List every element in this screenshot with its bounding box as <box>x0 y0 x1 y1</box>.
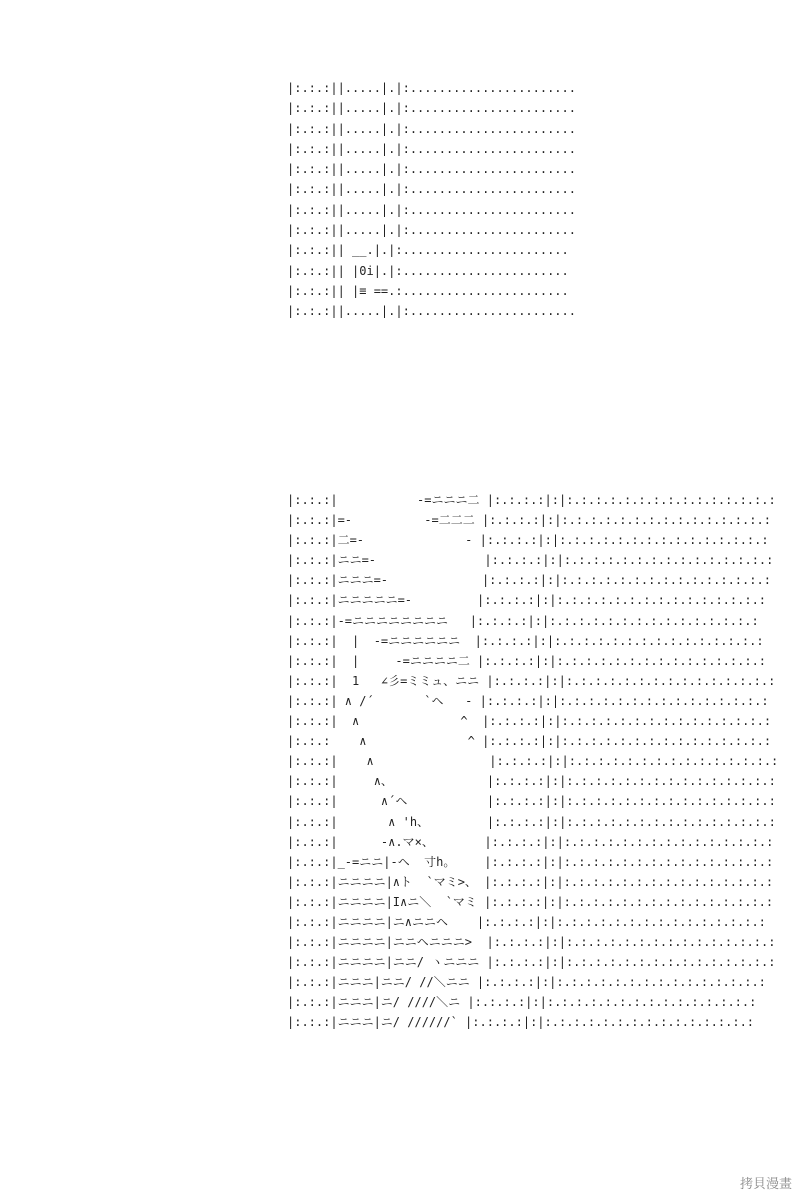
aa-bottom-line: |:.:.:|ニニニニ|ニ∧ニニヘ |:.:.:.:|:|:.:.:.:.:.:.:.:.:.:.:.:.:.:.: <box>287 914 766 929</box>
aa-bottom-line: |:.:.:|=- -=二二二 |:.:.:.:|:|:.:.:.:.:.:.:.:.:.:.:.:.:.:.: <box>287 513 771 528</box>
aa-bottom-line: |:.:.:|ニニニ|ニニ/ //＼ニニ |:.:.:.:|:|:.:.:.:.:.:.:.:.:.:.:.:.:.:.: <box>287 975 766 990</box>
aa-top-line: |:.:.:||.....|.|:....................... <box>287 141 576 156</box>
aa-top-line: |:.:.:|| |≡ ==.:....................... <box>287 283 569 298</box>
aa-top-line: |:.:.:|| |0i|.|:....................... <box>287 263 569 278</box>
aa-top-line: |:.:.:||.....|.|:....................... <box>287 81 576 95</box>
aa-top-line: |:.:.:||.....|.|:....................... <box>287 182 576 197</box>
aa-bottom-line: |:.:.:|ニニニニ|I∧ニ＼ `マミ |:.:.:.:|:|:.:.:.:.:.:.:.:.:.:.:.:.:.:.: <box>287 894 774 909</box>
watermark-text: 拷貝漫畫 <box>739 1177 792 1192</box>
aa-top-line: |:.:.:||.....|.|:....................... <box>287 162 576 177</box>
aa-bottom-line: |:.:.:| ∧ 'h、 |:.:.:.:|:|:.:.:.:.:.:.:.:.:.:.:.:.:.:.: <box>287 814 776 829</box>
aa-top-line: |:.:.:||.....|.|:....................... <box>287 202 576 217</box>
aa-top-line: |:.:.:||.....|.|:....................... <box>287 304 576 319</box>
aa-bottom-line: |:.:.:|-=ニニニニニニニニ |:.:.:.:|:|:.:.:.:.:.:.:.:.:.:.:.:.:.:.: <box>287 613 759 628</box>
ascii-art-top <box>287 78 576 322</box>
aa-bottom-line: |:.:.:|ニニニニ|ニニ/ ヽニニニ |:.:.:.:|:|:.:.:.:.:.:.:.:.:.:.:.:.:.:.: <box>287 955 776 970</box>
aa-bottom-line: |:.:.:|ニニニニ|ニニヘニニニ> |:.:.:.:|:|:.:.:.:.:.:.:.:.:.:.:.:.:.:.: <box>287 935 776 950</box>
aa-bottom-line: |:.:.:| 1 ∠彡=ミミュ、ニニ |:.:.:.:|:|:.:.:.:.:.:.:.:.:.:.:.:.:.:.: <box>287 673 776 688</box>
aa-bottom-line: |:.:.:| | -=ニニニニ二 |:.:.:.:|:|:.:.:.:.:.:.:.:.:.:.:.:.:.:.: <box>287 653 767 668</box>
aa-bottom-line: |:.:.:|二=- - |:.:.:.:|:|:.:.:.:.:.:.:.:.:.:.:.:.:.:.: <box>287 533 769 548</box>
aa-bottom-line: |:.:.:|_-=ニニ|-ヘ 寸h。 |:.:.:.:|:|:.:.:.:.:.:.:.:.:.:.:.:.:.:.: <box>287 854 774 869</box>
aa-bottom-line: |:.:.:| -∧.マ×、 |:.:.:.:|:|:.:.:.:.:.:.:.:.:.:.:.:.:.:.: <box>287 834 774 849</box>
aa-bottom-line: |:.:.:|ニニニ|ニ/ ////＼ニ |:.:.:.:|:|:.:.:.:.:.:.:.:.:.:.:.:.:.:.: <box>287 995 757 1010</box>
aa-bottom-line: |:.:.:| ∧´ヘ |:.:.:.:|:|:.:.:.:.:.:.:.:.:.:.:.:.:.:.: <box>287 794 776 809</box>
aa-bottom-line: |:.:.:|ニニニニ|∧ト `マミ>、 |:.:.:.:|:|:.:.:.:.:.:.:.:.:.:.:.:.:.:.: <box>287 874 774 889</box>
aa-bottom-line: |:.:.:| | -=ニニニニニニ |:.:.:.:|:|:.:.:.:.:.:.:.:.:.:.:.:.:.:.: <box>287 633 764 648</box>
aa-bottom-line: |:.:.:|ニニニ=- |:.:.:.:|:|:.:.:.:.:.:.:.:.:.:.:.:.:.:.: <box>287 573 771 588</box>
aa-top-line: |:.:.:||.....|.|:....................... <box>287 121 576 136</box>
aa-bottom-line: |:.:.:| -=ニニニ二 |:.:.:.:|:|:.:.:.:.:.:.:.:.:.:.:.:.:.:.: <box>287 493 776 507</box>
aa-bottom-line: |:.:.:|ニニ=- |:.:.:.:|:|:.:.:.:.:.:.:.:.:.:.:.:.:.:.: <box>287 553 774 568</box>
aa-bottom-line: |:.:.: ∧ ^ |:.:.:.:|:|:.:.:.:.:.:.:.:.:.:.:.:.:.:.: <box>287 734 772 749</box>
aa-bottom-line: |:.:.:|ニニニ|ニ/ //////` |:.:.:.:|:|:.:.:.:.:.:.:.:.:.:.:.:.:.:.: <box>287 1015 755 1030</box>
aa-bottom-line: |:.:.:| ∧ ^ |:.:.:.:|:|:.:.:.:.:.:.:.:.:.:.:.:.:.:.: <box>287 714 772 729</box>
ascii-art-bottom <box>287 490 778 1033</box>
aa-bottom-line: |:.:.:| ∧ /´ `ヘ - |:.:.:.:|:|:.:.:.:.:.:.:.:.:.:.:.:.:.:.: <box>287 693 769 708</box>
aa-bottom-line: |:.:.:|ニニニニニ=- |:.:.:.:|:|:.:.:.:.:.:.:.:.:.:.:.:.:.:.: <box>287 593 767 608</box>
aa-top-line: |:.:.:||.....|.|:....................... <box>287 101 576 116</box>
aa-bottom-line: |:.:.:| ∧、 |:.:.:.:|:|:.:.:.:.:.:.:.:.:.:.:.:.:.:.: <box>287 774 776 789</box>
aa-bottom-line: |:.:.:| ∧ |:.:.:.:|:|:.:.:.:.:.:.:.:.:.:.:.:.:.:.: <box>287 754 779 769</box>
aa-top-line: |:.:.:|| __.|.|:....................... <box>287 243 569 258</box>
aa-top-line: |:.:.:||.....|.|:....................... <box>287 223 576 238</box>
